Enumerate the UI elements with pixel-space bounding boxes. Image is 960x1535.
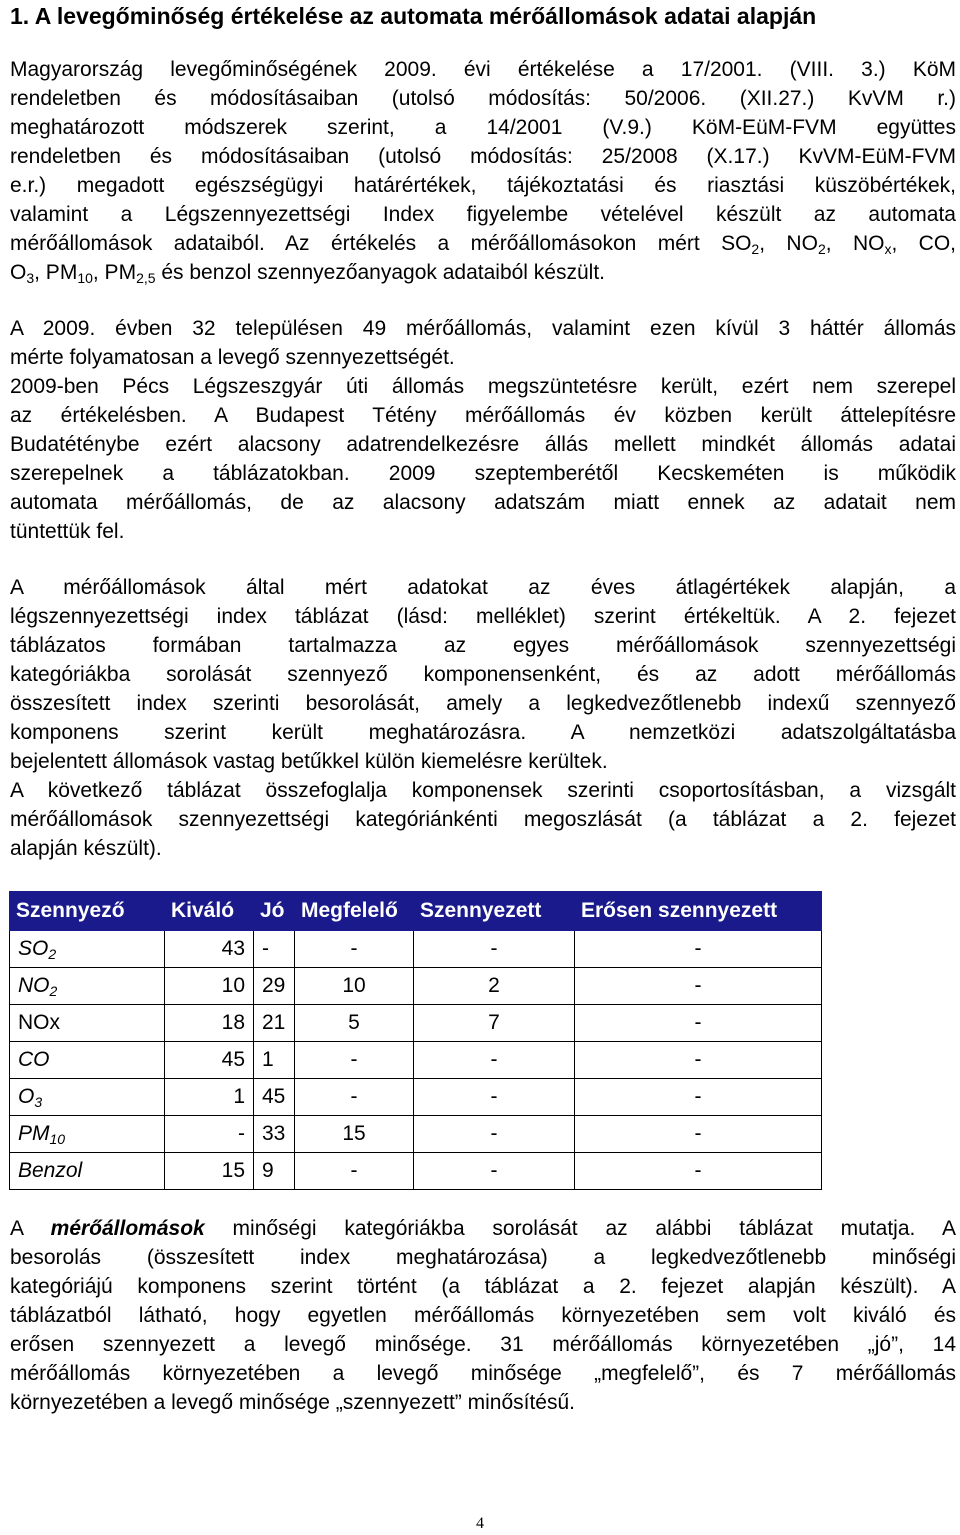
text-line: az értékelésben. A Budapest Tétény mérőállomás év közben került áttelepítésre <box>10 404 956 427</box>
column-header: Kiváló <box>165 892 254 931</box>
table-cell: 1 <box>254 1042 295 1079</box>
text-line: mérőállomás környezetében a levegő minősége „megfelelő”, és 7 mérőállomás <box>10 1362 956 1385</box>
text-line: táblázatból látható, hogy egyetlen mérőállomás környezetében sem volt kiváló és <box>10 1304 956 1327</box>
table-header-row <box>10 892 822 931</box>
text-line: 2009-ben Pécs Légszeszgyár úti állomás megszüntetésre került, ezért nem szerepel <box>10 375 956 398</box>
table-cell: 21 <box>254 1005 295 1042</box>
table-cell: 33 <box>254 1116 295 1153</box>
table-cell: 10 <box>295 968 414 1005</box>
table-row <box>10 1005 822 1042</box>
table-row <box>10 1153 822 1190</box>
paragraph-intro <box>10 55 956 287</box>
text-line: környezetében a levegő minősége „szennyezett” minősítésű. <box>10 1391 575 1414</box>
table-cell: 43 <box>165 931 254 968</box>
text-line: alapján készült). <box>10 837 162 860</box>
pollutant-category-table <box>9 891 822 1190</box>
text-line-with-emphasis: A mérőállomások minőségi kategóriákba sorolását az alábbi táblázat mutatja. A <box>10 1217 956 1240</box>
table-cell: 2 <box>414 968 575 1005</box>
table-cell: - <box>575 1116 822 1153</box>
table-cell: - <box>414 1079 575 1116</box>
text-line: e.r.) megadott egészségügyi határértékek, tájékoztatási és riasztási küszöbértékek, <box>10 174 956 197</box>
text-line: bejelentett állomások vastag betűkkel külön kiemelésre kerültek. <box>10 750 608 773</box>
text-line: automata mérőállomás, de az alacsony adatszám miatt ennek az adatait nem <box>10 491 956 514</box>
text-line: A következő táblázat összefoglalja komponensek szerinti csoportosításban, a vizsgált <box>10 779 956 802</box>
text-line: valamint a Légszennyezettségi Index figyelembe vételével készült az automata <box>10 203 956 226</box>
text-line: kategóriákba sorolását szennyező komponensenként, és az adott mérőállomás <box>10 663 956 686</box>
table-cell: - <box>254 931 295 968</box>
table-row <box>10 1042 822 1079</box>
text-line: A 2009. évben 32 településen 49 mérőállomás, valamint ezen kívül 3 háttér állomás <box>10 317 956 340</box>
text-line-with-subscripts: mérőállomások adataiból. Az értékelés a mérőállomásokon mért $SO_2$, $NO_2$, $NO_x$, CO, <box>10 232 956 257</box>
column-header: Erősen szennyezett <box>575 892 822 931</box>
paragraph-evaluation <box>10 573 956 863</box>
paragraph-classification <box>10 1214 956 1417</box>
text-line: rendeletben és módosításaiban (utolsó módosítás: 25/2008 (X.17.) KvVM-EüM-FVM <box>10 145 956 168</box>
text-line: meghatározott módszerek szerint, a 14/2001 (V.9.) KöM-EüM-FVM együttes <box>10 116 956 139</box>
table-cell: 7 <box>414 1005 575 1042</box>
text-line: összesített index szerinti besorolását, amely a legkedvezőtlenebb indexű szennyező <box>10 692 956 715</box>
table-body <box>10 931 822 1190</box>
table-cell: - <box>575 968 822 1005</box>
paragraph-stations <box>10 314 956 546</box>
emphasized-term: mérőállomások <box>50 1217 205 1240</box>
table-cell: 45 <box>165 1042 254 1079</box>
section-heading: 1. A levegőminőség értékelése az automata mérőállomások adatai alapján <box>10 3 817 29</box>
text-line-with-subscripts: $O_3$, $PM_{10}$, $PM_{2,5}$ és benzol szennyezőanyagok adataiból készült. <box>10 261 605 286</box>
column-header: Szennyező <box>10 892 165 931</box>
table-cell: - <box>575 1005 822 1042</box>
table-row <box>10 968 822 1005</box>
table-cell: - <box>414 1116 575 1153</box>
table-cell: 9 <box>254 1153 295 1190</box>
text-line: rendeletben és módosításaiban (utolsó módosítás: 50/2006. (XII.27.) KvVM r.) <box>10 87 956 110</box>
table-cell: - <box>575 1042 822 1079</box>
pollutant-name-cell: CO <box>10 1042 165 1079</box>
table-cell: 10 <box>165 968 254 1005</box>
text-line: szerepelnek a táblázatokban. 2009 szeptemberétől Kecskeméten is működik <box>10 462 956 485</box>
table-row <box>10 1116 822 1153</box>
table-cell: 29 <box>254 968 295 1005</box>
table-cell: - <box>414 1042 575 1079</box>
text-line: Magyarország levegőminőségének 2009. évi értékelése a 17/2001. (VIII. 3.) KöM <box>10 58 956 81</box>
table-cell: 5 <box>295 1005 414 1042</box>
page-number: 4 <box>476 1515 484 1532</box>
table-cell: 45 <box>254 1079 295 1116</box>
text-line: táblázatos formában tartalmazza az egyes mérőállomások szennyezettségi <box>10 634 956 657</box>
text-line: kategóriájú komponens szerint történt (a táblázat a 2. fejezet alapján készült). A <box>10 1275 956 1298</box>
text-line: komponens szerint került meghatározásra. A nemzetközi adatszolgáltatásba <box>10 721 956 744</box>
text-line: A mérőállomások által mért adatokat az éves átlagértékek alapján, a <box>10 576 956 599</box>
table-cell: 1 <box>165 1079 254 1116</box>
table-cell: - <box>414 931 575 968</box>
table-cell: - <box>295 1042 414 1079</box>
table-row <box>10 931 822 968</box>
table-cell: - <box>575 931 822 968</box>
table-cell: - <box>295 1153 414 1190</box>
text-line: besorolás (összesített index meghatározása) a legkedvezőtlenebb minőségi <box>10 1246 956 1269</box>
text-line: légszennyezettségi index táblázat (lásd: melléklet) szerint értékeltük. A 2. fejezet <box>10 605 956 628</box>
text-line: mérte folyamatosan a levegő szennyezettségét. <box>10 346 455 369</box>
text-line: erősen szennyezett a levegő minősége. 31 mérőállomás környezetében „jó”, 14 <box>10 1333 956 1356</box>
pollutant-name-cell: $PM_{10}$ <box>10 1116 165 1153</box>
table-cell: 15 <box>295 1116 414 1153</box>
table-cell: - <box>575 1153 822 1190</box>
table-cell: - <box>165 1116 254 1153</box>
text-line: Budatéténybe ezért alacsony adatrendelkezésre állás mellett mindkét állomás adatai <box>10 433 956 456</box>
table-cell: - <box>295 931 414 968</box>
pollutant-name-cell: NOx <box>10 1005 165 1042</box>
table-cell: 15 <box>165 1153 254 1190</box>
column-header: Megfelelő <box>295 892 414 931</box>
table-cell: - <box>295 1079 414 1116</box>
table-cell: 18 <box>165 1005 254 1042</box>
pollutant-name-cell: $SO_2$ <box>10 931 165 968</box>
table-row <box>10 1079 822 1116</box>
pollutant-name-cell: Benzol <box>10 1153 165 1190</box>
column-header: Szennyezett <box>414 892 575 931</box>
table-cell: - <box>575 1079 822 1116</box>
pollutant-name-cell: $O_3$ <box>10 1079 165 1116</box>
text-line: tüntettük fel. <box>10 520 125 543</box>
pollutant-name-cell: $NO_2$ <box>10 968 165 1005</box>
text-line: mérőállomások szennyezettségi kategóriánkénti megoszlását (a táblázat a 2. fejezet <box>10 808 956 831</box>
column-header: Jó <box>254 892 295 931</box>
table-cell: - <box>414 1153 575 1190</box>
